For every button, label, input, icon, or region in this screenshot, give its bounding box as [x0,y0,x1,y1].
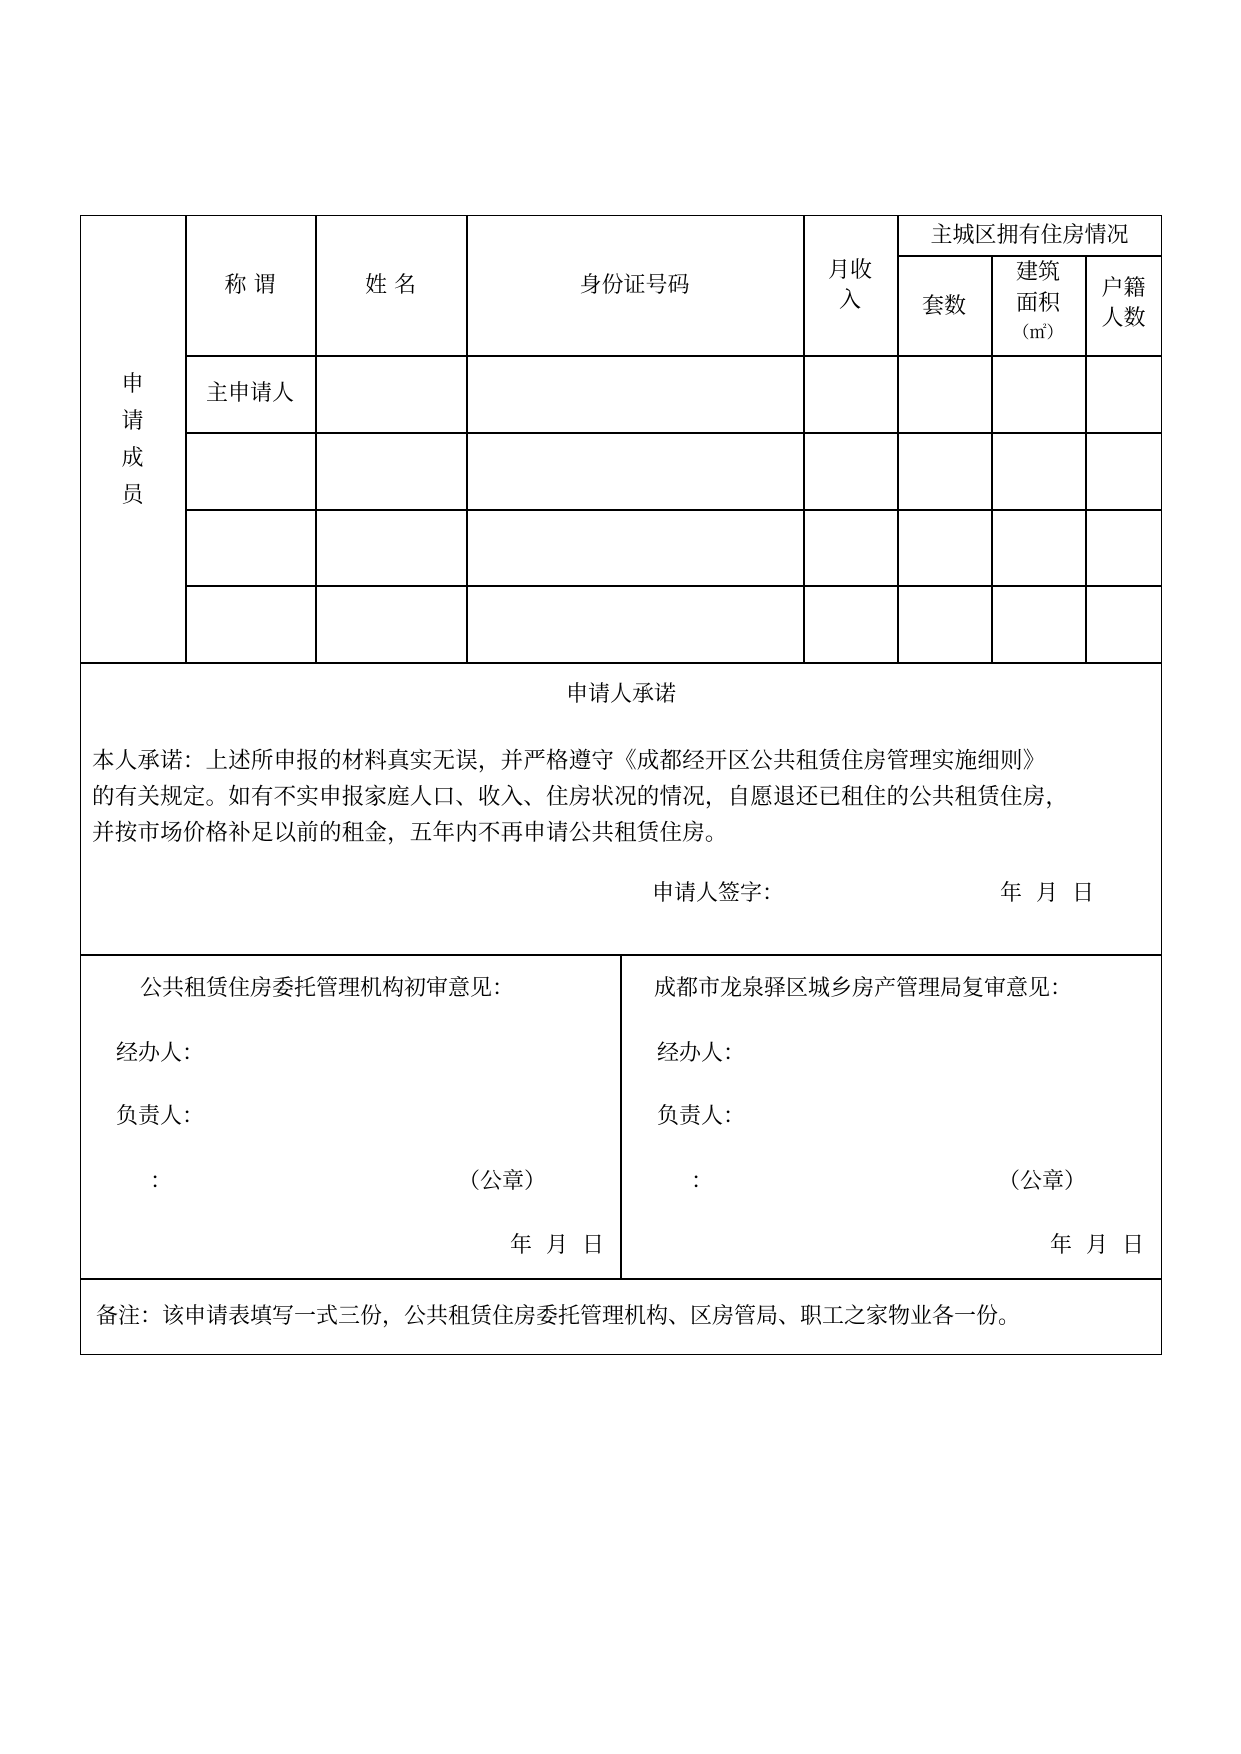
header-relation: 称 谓 [224,273,276,298]
header-area-line: 面积 [1015,291,1060,316]
pledge-title: 申请人承诺 [565,682,676,707]
row-relation-main-applicant: 主申请人 [205,381,294,406]
side-char: 申 [121,372,144,397]
rule [620,954,622,1279]
pledge-line: 本人承诺：上述所申报的材料真实无误，并严格遵守《成都经开区公共租赁住房管理实施细则》 [92,748,1046,774]
rule [897,215,899,663]
header-area [991,257,1085,347]
final-handler-label: 经办人： [657,1041,746,1066]
header-area-unit: （㎡） [1012,323,1064,343]
pledge-line: 的有关规定。如有不实申报家庭人口、收入、住房状况的情况，自愿退还已租住的公共租赁住房， [92,784,1069,810]
final-date: 年 月 日 [1050,1233,1144,1258]
header-household-line: 户籍 [1101,276,1146,301]
initial-date: 年 月 日 [510,1233,604,1258]
initial-seal-label: （公章） [458,1169,547,1194]
side-char: 成 [121,446,144,471]
final-colon: ： [691,1169,714,1194]
members-side-label [80,366,185,514]
signature-label: 申请人签字： [652,881,785,906]
initial-supervisor-label: 负责人： [116,1104,205,1129]
header-area-line: 建筑 [1015,260,1060,285]
final-supervisor-label: 负责人： [657,1104,746,1129]
side-char: 请 [121,409,144,434]
header-income [803,256,897,316]
rule [185,509,1162,511]
pledge-line: 并按市场价格补足以前的租金，五年内不再申请公共租赁住房。 [92,820,728,846]
header-income-line: 月收 [827,258,872,283]
final-seal-label: （公章） [998,1169,1087,1194]
rule [185,355,1162,357]
initial-review-title: 公共租赁住房委托管理机构初审意见： [140,976,515,1001]
header-name: 姓 名 [365,273,416,298]
header-household-line: 人数 [1101,306,1146,331]
initial-handler-label: 经办人： [116,1041,205,1066]
header-housing-group: 主城区拥有住房情况 [930,223,1129,248]
header-income-line: 入 [838,288,861,313]
header-id-number: 身份证号码 [579,273,690,298]
header-units: 套数 [921,294,966,319]
final-review-title: 成都市龙泉驿区城乡房产管理局复审意见： [654,976,1073,1001]
side-char: 员 [121,483,144,508]
rule [80,662,1162,664]
remark: 备注：该申请表填写一式三份，公共租赁住房委托管理机构、区房管局、职工之家物业各一份。 [96,1304,1021,1329]
header-household [1085,274,1162,334]
rule [185,585,1162,587]
rule [185,432,1162,434]
initial-colon: ： [150,1169,173,1194]
pledge-date: 年 月 日 [1000,881,1094,906]
